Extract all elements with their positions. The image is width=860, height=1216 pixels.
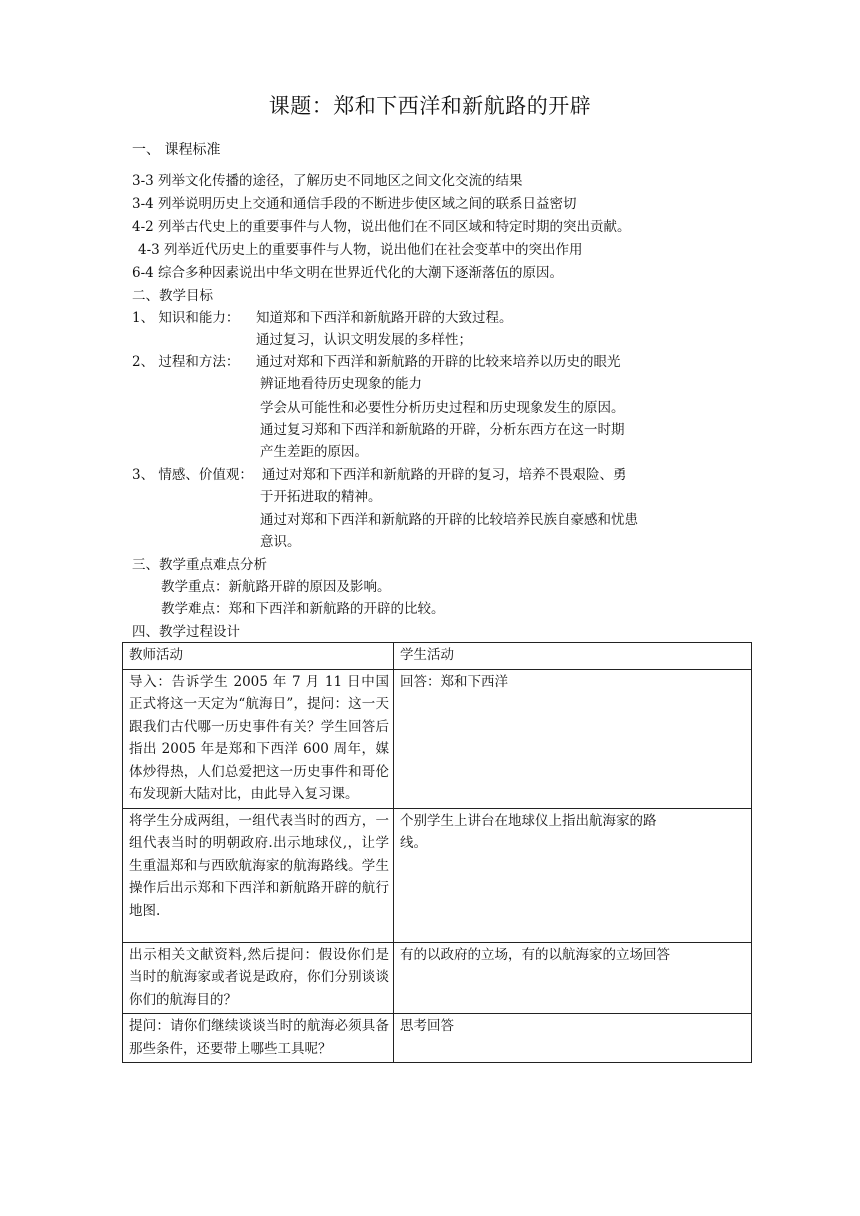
goal-label-process: 2、 过程和方法： (132, 354, 240, 370)
standard-item: 3-4 列举说明历史上交通和通信手段的不断进步使区域之间的联系日益密切 (132, 196, 577, 212)
goal-label-emotion: 3、 情感、价值观： (132, 467, 253, 483)
goal-text: 学会从可能性和必要性分析历史过程和历史现象发生的原因。 (260, 400, 625, 416)
teacher-activity-cell: 提问：请你们继续谈谈当时的航海必须具备那些条件，还要带上哪些工具呢？ (123, 1014, 394, 1063)
section-heading-process: 四、教学过程设计 (132, 624, 240, 640)
goal-text: 通过对郑和下西洋和新航路的开辟的比较培养民族自豪感和忧患 (260, 512, 638, 528)
goal-text: 通过对郑和下西洋和新航路的开辟的比较来培养以历史的眼光 (256, 354, 621, 370)
table-row (123, 1014, 752, 1063)
section-heading-goals: 二、教学目标 (132, 288, 213, 304)
table-row (123, 808, 752, 942)
standard-item: 4-3 列举近代历史上的重要事件与人物，说出他们在社会变革中的突出作用 (138, 242, 583, 258)
goal-label-knowledge: 1、 知识和能力： (132, 310, 240, 326)
goal-text: 辨证地看待历史现象的能力 (260, 376, 422, 392)
table-row (123, 942, 752, 1014)
standard-item: 4-2 列举古代史上的重要事件与人物，说出他们在不同区域和特定时期的突出贡献。 (132, 219, 631, 235)
goal-text: 意识。 (260, 534, 301, 550)
header-teacher-activity: 教师活动 (123, 643, 394, 670)
section-heading-keypoints: 三、教学重点难点分析 (132, 557, 267, 573)
process-table (122, 642, 752, 1063)
goal-text: 产生差距的原因。 (260, 444, 368, 460)
goal-text: 通过对郑和下西洋和新航路的开辟的复习，培养不畏艰险、勇 (262, 467, 627, 483)
teacher-activity-cell: 将学生分成两组，一组代表当时的西方，一组代表当时的明朝政府.出示地球仪,，让学生重温郑和与西欧航海家的航海路线。学生操作后出示郑和下西洋和新航路开辟的航行地图. (123, 808, 394, 942)
difficulty-point: 教学难点：郑和下西洋和新航路的开辟的比较。 (161, 601, 445, 617)
standard-item: 3-3 列举文化传播的途径，了解历史不同地区之间文化交流的结果 (132, 173, 523, 189)
header-student-activity: 学生活动 (393, 643, 751, 670)
student-activity-cell: 思考回答 (393, 1014, 751, 1063)
key-point: 教学重点：新航路开辟的原因及影响。 (161, 579, 391, 595)
teacher-activity-cell: 出示相关文献资料,然后提问：假设你们是当时的航海家或者说是政府，你们分别谈谈你们的航海目的？ (123, 942, 394, 1014)
table-row (123, 669, 752, 808)
table-header-row (123, 643, 752, 670)
student-activity-cell: 回答：郑和下西洋 (393, 669, 751, 808)
goal-text: 通过复习郑和下西洋和新航路的开辟，分析东西方在这一时期 (260, 422, 625, 438)
teacher-activity-cell: 导入：告诉学生 2005 年 7 月 11 日中国正式将这一天定为“航海日”，提问：这一天跟我们古代哪一历史事件有关？学生回答后指出 2005 年是郑和下西洋 600 周年，媒体炒得热，人们总爱把这一历史事件和哥伦布发现新大陆对比，由此导入复习课。 (123, 669, 394, 808)
student-activity-cell: 个别学生上讲台在地球仪上指出航海家的路线。 (393, 808, 751, 942)
student-activity-cell: 有的以政府的立场，有的以航海家的立场回答 (393, 942, 751, 1014)
goal-text: 知道郑和下西洋和新航路开辟的大致过程。 (256, 310, 513, 326)
goal-text: 通过复习，认识文明发展的多样性； (256, 332, 472, 348)
page-title: 课题：郑和下西洋和新航路的开辟 (268, 94, 592, 118)
standard-item: 6-4 综合多种因素说出中华文明在世界近代化的大潮下逐渐落伍的原因。 (132, 265, 564, 281)
section-heading-standards: 一、 课程标准 (132, 142, 221, 158)
goal-text: 于开拓进取的精神。 (260, 489, 382, 505)
